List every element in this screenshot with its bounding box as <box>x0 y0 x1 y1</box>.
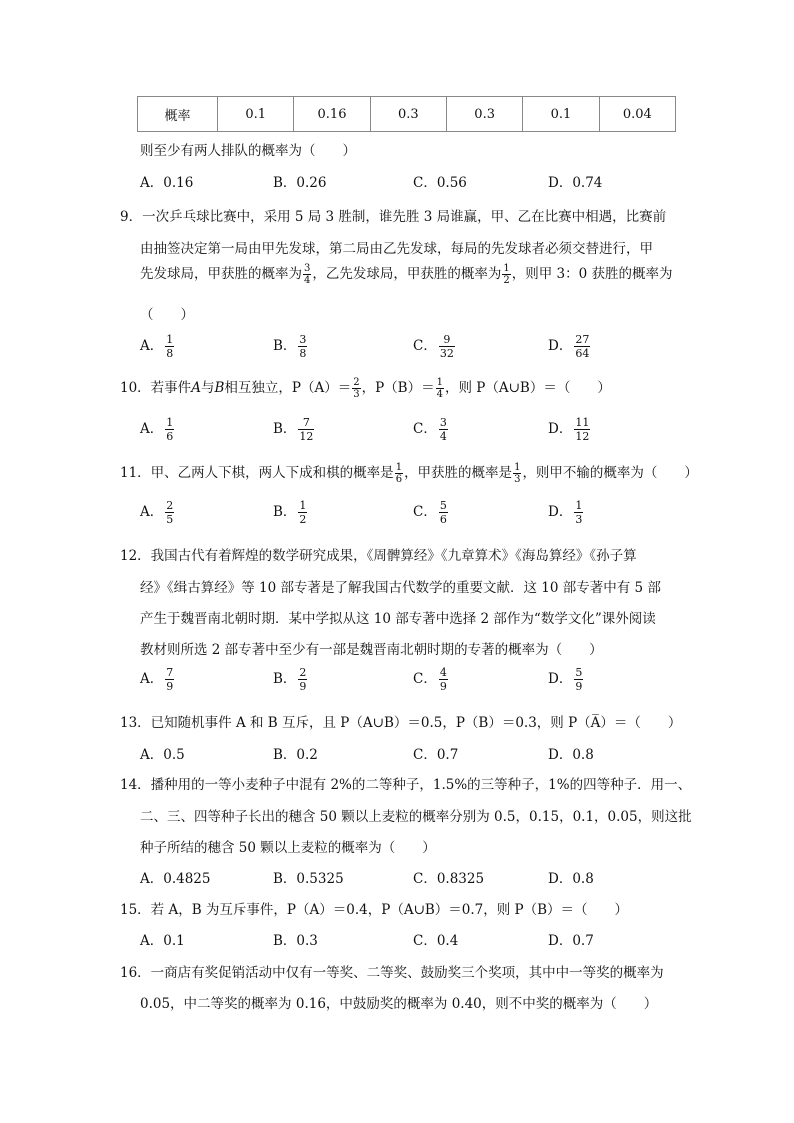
q12-option-b: B． $\frac{2}{9}$ <box>273 666 307 693</box>
q14-option-c: C．0.8325 <box>413 871 485 887</box>
fraction: $\frac{1}{3}$ <box>514 462 521 485</box>
fraction: $\frac{1}{6}$ <box>395 462 403 485</box>
q11-option-b: B． $\frac{1}{2}$ <box>273 499 307 526</box>
q8-option-c: C．0.56 <box>413 175 467 191</box>
q10-option-d: D． $\frac{11}{12}$ <box>548 416 590 443</box>
q9-line-4: （ ） <box>140 307 194 323</box>
q14-line-3: 种子所结的穗含 50 颗以上麦粒的概率为（ ） <box>140 840 436 856</box>
q15-option-b: B．0.3 <box>273 933 318 949</box>
q11-stem: 11．甲、乙两人下棋，两人下成和棋的概率是 $\frac{1}{6}$ ，甲获胜的概率是 $\frac{1}{3}$ ，则甲不输的概率为（ ） <box>120 462 698 485</box>
q10-option-b: B． $\frac{7}{12}$ <box>273 416 314 443</box>
q12-line-2: 经》《缉古算经》等 10 部专著是了解我国古代数学的重要文献．这 10 部专著中有 5 部 <box>140 580 661 596</box>
q15-option-d: D．0.7 <box>548 933 594 949</box>
q14-line-1: 14．播种用的一等小麦种子中混有 2%的二等种子，1.5%的三等种子，1%的四等种子．用一、 <box>120 777 692 793</box>
q15-stem: 15．若 A，B 为互斥事件，P（A）＝0.4，P（A∪B）＝0.7，则 P（B）＝（ ） <box>120 902 629 918</box>
q10-stem: 10．若事件A与B相互独立，P（A）＝ $\frac{2}{3}$ ，P（B）＝ $\frac{1}{4}$ ，则 P（A∪B）＝（ ） <box>120 377 611 400</box>
q12-option-d: D． $\frac{5}{9}$ <box>548 666 583 693</box>
q16-line-2: 0.05，中二等奖的概率为 0.16，中鼓励奖的概率为 0.40，则不中奖的概率为（ ） <box>140 996 658 1012</box>
q13-stem: 13．已知随机事件 A 和 B 互斥，且 P（A∪B）＝0.5，P（B）＝0.3，则 P（A̅）＝（ ） <box>120 715 682 731</box>
q8-stem: 则至少有两人排队的概率为（ ） <box>140 143 356 159</box>
q13-option-d: D．0.8 <box>548 747 594 763</box>
q14-option-a: A．0.4825 <box>140 871 211 887</box>
q9-line-2: 由抽签决定第一局由甲先发球，第二局由乙先发球，每局的先发球者必须交替进行，甲 <box>140 241 653 257</box>
q11-option-a: A． $\frac{2}{5}$ <box>140 499 174 526</box>
fraction: $\frac{1}{2}$ <box>503 263 510 286</box>
q14-option-d: D．0.8 <box>548 871 594 887</box>
q15-option-c: C．0.4 <box>413 933 459 949</box>
table-cell: 0.3 <box>446 97 522 132</box>
q14-option-b: B．0.5325 <box>273 871 344 887</box>
table-cell: 0.3 <box>370 97 446 132</box>
q12-line-1: 12．我国古代有着辉煌的数学研究成果，《周髀算经》《九章算术》《海岛算经》《孙子算 <box>120 548 637 564</box>
q12-line-3: 产生于魏晋南北朝时期．某中学拟从这 10 部专著中选择 2 部作为“数学文化”课外阅读 <box>140 611 656 627</box>
q13-option-a: A．0.5 <box>140 747 185 763</box>
q9-option-d: D． $\frac{27}{64}$ <box>548 333 590 360</box>
fraction: $\frac{2}{3}$ <box>353 377 360 400</box>
q10-option-a: A． $\frac{1}{6}$ <box>140 416 174 443</box>
q11-option-c: C． $\frac{5}{6}$ <box>413 499 447 526</box>
table-cell: 0.04 <box>599 97 675 132</box>
q12-option-c: C． $\frac{4}{9}$ <box>413 666 447 693</box>
q16-line-1: 16．一商店有奖促销活动中仅有一等奖、二等奖、鼓励奖三个奖项，其中中一等奖的概率为 <box>120 965 664 981</box>
q13-option-b: B．0.2 <box>273 747 318 763</box>
table-cell: 0.1 <box>218 97 294 132</box>
q9-line-3: 先发球局，甲获胜的概率为 $\frac{3}{4}$ ，乙先发球局，甲获胜的概率为 $\frac{1}{2}$ ，则甲 3：0 获胜的概率为 <box>140 263 673 286</box>
q14-line-2: 二、三、四等种子长出的穗含 50 颗以上麦粒的概率分别为 0.5，0.15，0.1，0.05，则这批 <box>140 809 692 825</box>
q11-option-d: D． $\frac{1}{3}$ <box>548 499 583 526</box>
q8-option-b: B．0.26 <box>273 175 327 191</box>
table-row-label: 概率 <box>138 97 218 132</box>
q8-option-d: D．0.74 <box>548 175 603 191</box>
q9-option-a: A． $\frac{1}{8}$ <box>140 333 174 360</box>
q10-option-c: C． $\frac{3}{4}$ <box>413 416 447 443</box>
fraction: $\frac{1}{4}$ <box>436 377 443 400</box>
q8-option-a: A．0.16 <box>140 175 194 191</box>
table-cell: 0.16 <box>294 97 370 132</box>
probability-table <box>137 96 676 132</box>
q9-option-c: C． $\frac{9}{32}$ <box>413 333 454 360</box>
q9-option-b: B． $\frac{3}{8}$ <box>273 333 307 360</box>
fraction: $\frac{3}{4}$ <box>304 263 311 286</box>
q12-option-a: A． $\frac{7}{9}$ <box>140 666 174 693</box>
q9-line-1: 9．一次乒乓球比赛中，采用 5 局 3 胜制，谁先胜 3 局谁赢，甲、乙在比赛中相遇，比赛前 <box>120 209 667 225</box>
q15-option-a: A．0.1 <box>140 933 185 949</box>
q13-option-c: C．0.7 <box>413 747 459 763</box>
q12-line-4: 教材则所选 2 部专著中至少有一部是魏晋南北朝时期的专著的概率为（ ） <box>140 642 603 658</box>
table-cell: 0.1 <box>523 97 599 132</box>
table-row <box>138 97 676 132</box>
